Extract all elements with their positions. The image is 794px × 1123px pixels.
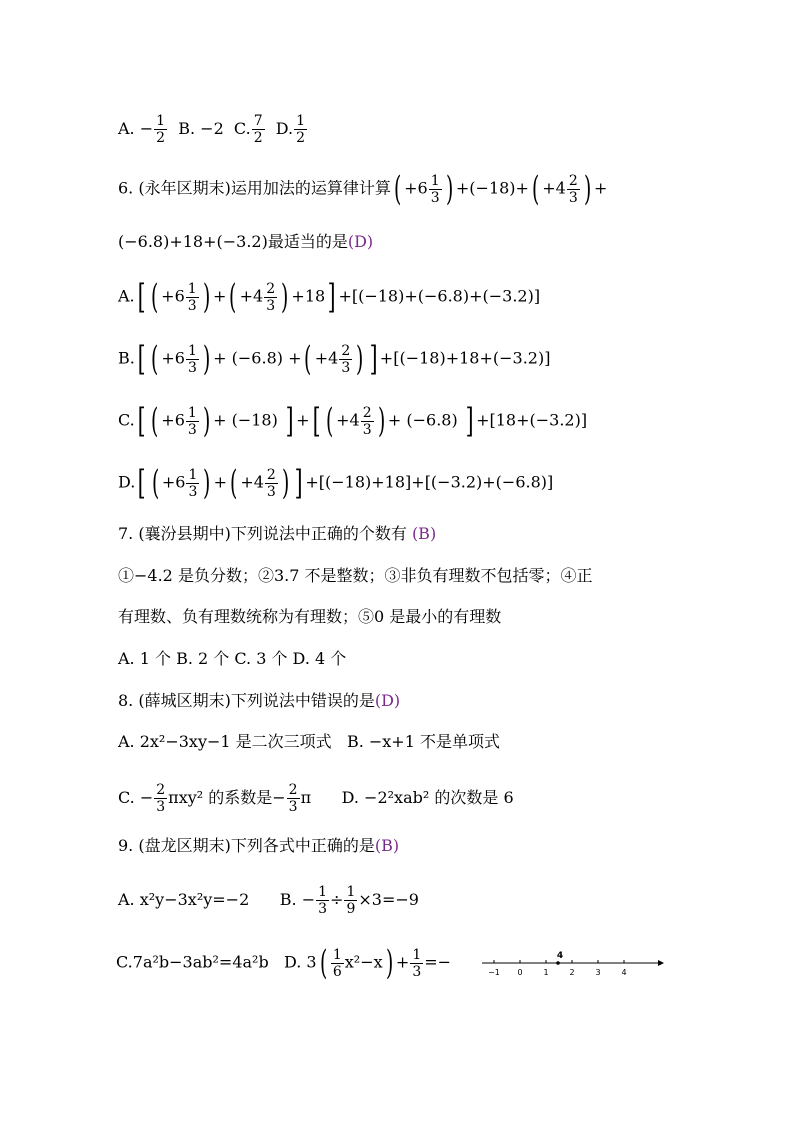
q6-answer: (D) (347, 232, 374, 251)
q5-a-fraction: $\frac{1}{2}$ (156, 113, 166, 146)
q5-c-fraction: $\frac{7}{2}$ (253, 113, 263, 146)
q7-answer: (B) (411, 524, 437, 543)
q5-a-sign: − (139, 119, 154, 138)
tick-label: −1 (488, 968, 500, 977)
q5-c-label: C. (233, 119, 251, 138)
tick-label: 2 (569, 968, 575, 977)
q9-answer: (B) (374, 836, 400, 855)
q9-stem: 9. (盘龙区期末)下列各式中正确的是(B) (118, 836, 400, 855)
number-line (480, 950, 665, 978)
q6-option-b: B.[ ( +6 $\frac{1}{3}$ ) + (−6.8) +( +4 $\frac{2}{3}$ ) ] +[(−18)+18+(−3.2)] (118, 339, 551, 379)
q6-stem-cont (118, 230, 373, 254)
q6-option-a: A.[ ( +6 $\frac{1}{3}$ ) +( +4 $\frac{2}{3}$ ) +18] +[(−18)+(−6.8)+(−3.2)] (118, 277, 541, 317)
q7-stem: 7. (襄汾县期中)下列说法中正确的个数有 (B) (118, 524, 437, 543)
q6-stem-cont-text: (−6.8)+18+(−3.2)最适当的是 (118, 232, 348, 251)
q5-d-label: D. (275, 119, 294, 138)
q5-b: B. −2 (178, 119, 224, 138)
tick-label: 4 (621, 968, 627, 977)
q9-options-ab: A. x²y−3x²y=−2 B. − $\frac{1}{3}$ ÷ $\frac{1}{9}$ ×3=−9 (118, 884, 419, 917)
q8-options-ab: A. 2x²−3xy−1 是二次三项式 B. −x+1 不是单项式 (118, 732, 500, 751)
q5-options (118, 113, 308, 146)
q6-stem-text: 6. (永年区期末)运用加法的运算律计算 (118, 178, 391, 198)
q7-options: A. 1 个 B. 2 个 C. 3 个 D. 4 个 (118, 649, 347, 668)
q9-options-cd: C.7a²b−3ab²=4a²b D. 3( $\frac{1}{6}$ x²−x) + $\frac{1}{3}$ =− (116, 943, 452, 983)
q8-options-cd: C. − $\frac{2}{3}$ πxy² 的系数是− $\frac{2}{3}$ π D. −2²xab² 的次数是 6 (118, 782, 514, 815)
q8-answer: (D) (374, 691, 401, 710)
q5-d-fraction: $\frac{1}{2}$ (296, 113, 306, 146)
q7-line2: 有理数、负有理数统称为有理数；⑤0 是最小的有理数 (118, 607, 502, 626)
tick-label: 1 (543, 968, 549, 977)
point-marker (556, 961, 560, 965)
q6-option-c: C.[ ( +6 $\frac{1}{3}$ ) + (−18) ] +[ ( +4 $\frac{2}{3}$ ) + (−6.8) ] +[18+(−3.2)] (118, 401, 588, 441)
q8-stem: 8. (薛城区期末)下列说法中错误的是(D) (118, 691, 401, 710)
q7-line1: ①−4.2 是负分数；②3.7 不是整数；③非负有理数不包括零；④正 (118, 566, 593, 585)
q6-stem: 6. (永年区期末)运用加法的运算律计算( +6 $\frac{1}{3}$ ) +(−18)+( +4 $\frac{2}{3}$ ) + (118, 169, 608, 209)
tick-label: 3 (595, 968, 601, 977)
point-label: 4 (556, 951, 564, 961)
q6-option-d: D.[ ( +6 $\frac{1}{3}$ ) +( +4 $\frac{2}{3}$ ) ] +[(−18)+18]+[(−3.2)+(−6.8)] (118, 463, 554, 503)
tick-label: 0 (517, 968, 523, 977)
q5-a-label: A. (118, 119, 135, 138)
